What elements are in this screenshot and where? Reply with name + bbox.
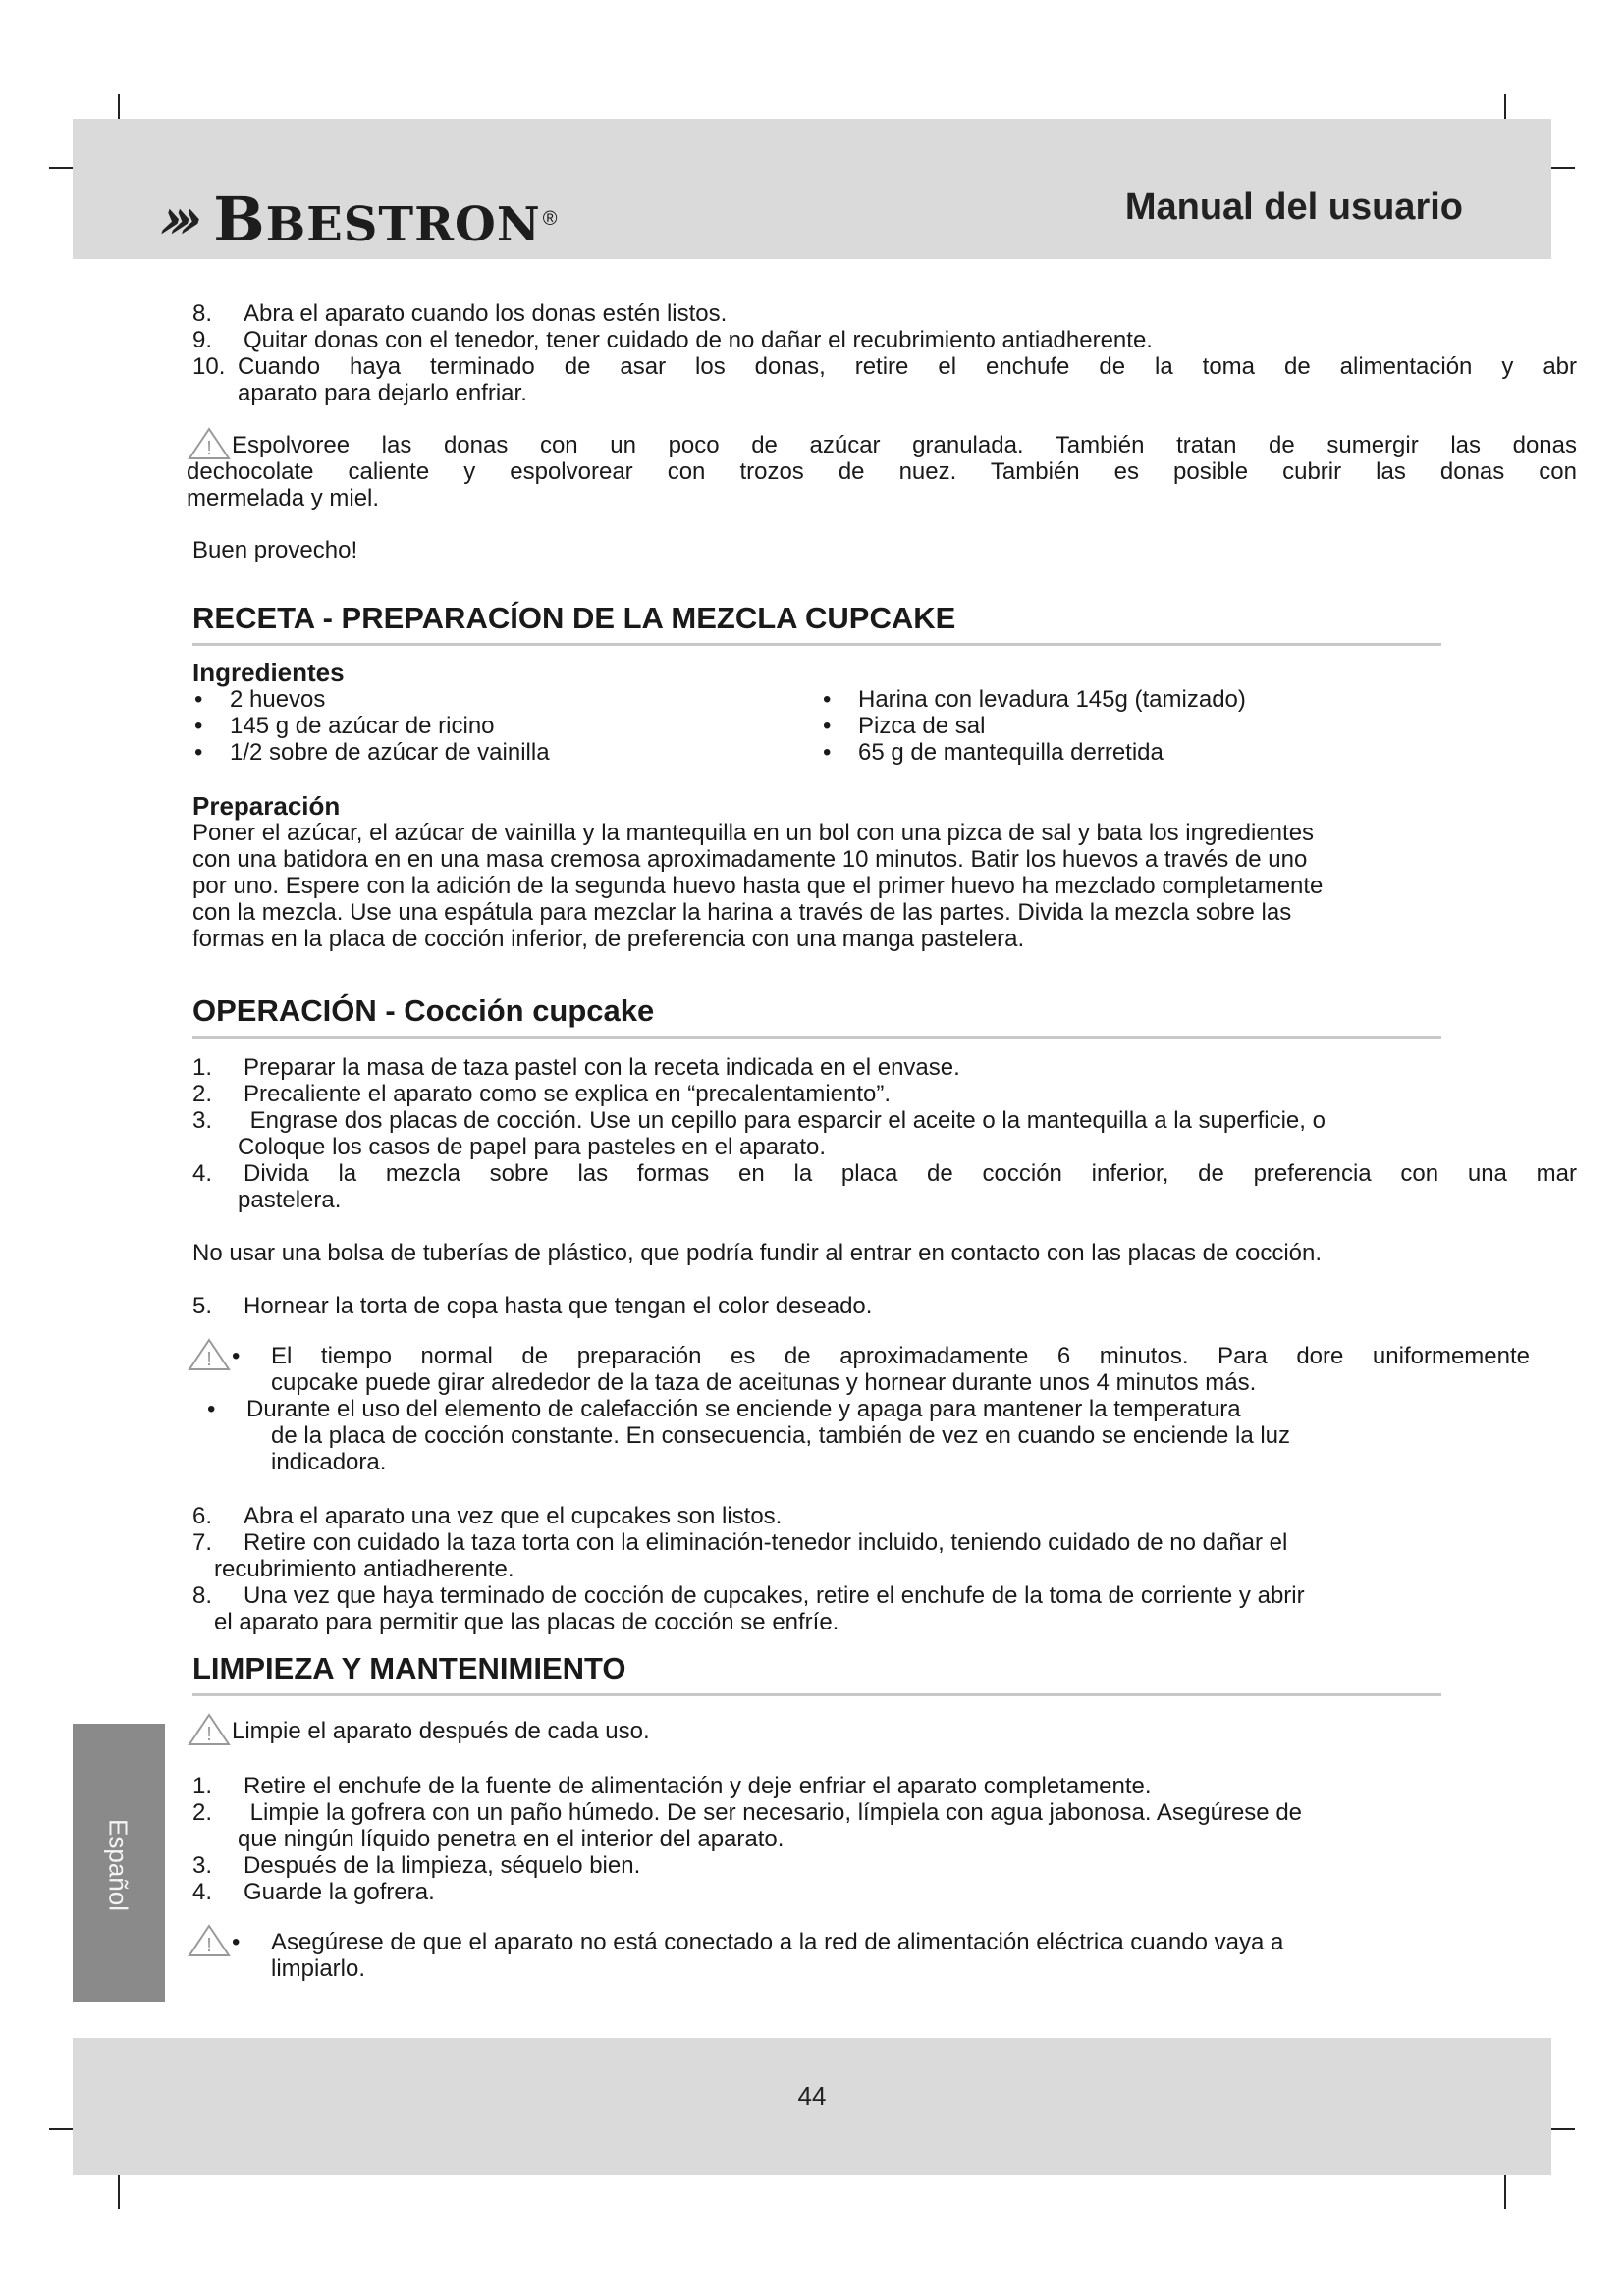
svg-text:!: ! <box>206 438 212 459</box>
list-item: 4. Guarde la gofrera. <box>192 1879 435 1905</box>
section-title-cleaning: LIMPIEZA Y MANTENIMIENTO <box>192 1655 1441 1696</box>
list-item: • 1/2 sobre de azúcar de vainilla <box>194 739 550 766</box>
section-title-operation: OPERACIÓN - Cocción cupcake <box>192 997 1441 1039</box>
cleaning-steps <box>192 1773 1577 1905</box>
brand-name: BBESTRON <box>213 183 541 255</box>
list-item: 1. Retire el enchufe de la fuente de alimentación y deje enfriar el aparato completamente. <box>192 1773 1152 1799</box>
ingredients-list <box>192 686 1577 766</box>
manual-title: Manual del usuario <box>1124 187 1463 228</box>
ingredients-title: Ingredientes <box>192 658 345 687</box>
ingredients-col-2 <box>821 686 1430 766</box>
warning-triangle-icon <box>187 1923 232 1958</box>
list-item-continuation: el aparato para permitir que las placas de cocción se enfríe. <box>214 1609 839 1635</box>
list-item: 6. Abra el aparato una vez que el cupcakes son listos. <box>192 1503 783 1529</box>
preparation-title: Preparación <box>192 791 341 821</box>
list-item: 5. Hornear la torta de copa hasta que tengan el color deseado. <box>192 1293 873 1319</box>
svg-text:!: ! <box>206 1935 212 1956</box>
ingredients-col-1 <box>192 686 801 766</box>
closing-text: Buen provecho! <box>192 537 358 563</box>
list-item: 1. Preparar la masa de taza pastel con la receta indicada en el envase. <box>192 1054 960 1081</box>
list-item: • 2 huevos <box>194 686 326 713</box>
page-content <box>187 300 1577 1982</box>
list-item: 8. Abra el aparato cuando los donas estén listos. <box>192 300 728 327</box>
svg-text:!: ! <box>206 1349 212 1370</box>
list-item-continuation: aparato para dejarlo enfriar. <box>238 380 527 406</box>
list-item: 7. Retire con cuidado la taza torta con la eliminación-tenedor incluido, teniendo cuidado de no dañar el <box>192 1529 1288 1556</box>
tip-note: ! Espolvoree las donas con un poco de azúcar granulada. También tratan de sumergir las donas dechocolate caliente y espolvorear con trozos de nuez. También es posible cubrir las donas con mermelada y miel. <box>192 432 1577 511</box>
language-tab-label: Español <box>103 1819 134 1911</box>
list-item-continuation: pastelera. <box>238 1187 342 1213</box>
preparation-text: Poner el azúcar, el azúcar de vainilla y la mantequilla en un bol con una pizca de sal y bata los ingredientes con una batidora en en una masa cremosa aproximadamente 10 minutos. Batir los huevos a través de uno por uno. Espere con la adición de la segunda huevo hasta que el primer huevo ha mezclado completamente con la mezcla. Use una espátula para mezclar la harina a través de las partes. Divida la mezcla sobre las formas en la placa de cocción inferior, de preferencia con una manga pastelera. <box>192 820 1324 952</box>
list-item: 4. Divida la mezcla sobre las formas en la placa de cocción inferior, de preferencia con una mar <box>192 1160 1577 1187</box>
brand-logo <box>150 183 558 255</box>
list-item: 10. Cuando haya terminado de asar los donas, retire el enchufe de la toma de alimentación y abr <box>192 353 1577 380</box>
warning-text: No usar una bolsa de tuberías de plástico, que podría fundir al entrar en contacto con las placas de cocción. <box>192 1240 1323 1266</box>
list-item: 2. Limpie la gofrera con un paño húmedo. De ser necesario, límpiela con agua jabonosa. Asegúrese de <box>192 1799 1303 1826</box>
list-item-continuation: que ningún líquido penetra en el interior del aparato. <box>238 1826 785 1852</box>
list-item: • Pizca de sal <box>823 713 986 739</box>
warning-triangle-icon <box>187 1337 232 1372</box>
list-item-continuation: Coloque los casos de papel para pasteles en el aparato. <box>238 1134 827 1160</box>
warning-triangle-icon <box>187 1712 232 1747</box>
list-item: 2. Precaliente el aparato como se explica en “precalentamiento”. <box>192 1081 892 1107</box>
registered-mark: ® <box>542 208 558 230</box>
warning-triangle-icon <box>187 426 232 461</box>
list-item: • 145 g de azúcar de ricino <box>194 713 495 739</box>
list-item: 8. Una vez que haya terminado de cocción de cupcakes, retire el enchufe de la toma de corriente y abrir <box>192 1582 1305 1609</box>
list-item: • 65 g de mantequilla derretida <box>823 739 1164 766</box>
operation-steps-b <box>192 1503 1577 1635</box>
list-item-continuation: recubrimiento antiadherente. <box>214 1556 514 1582</box>
tip-note: ! • Asegúrese de que el aparato no está conectado a la red de alimentación eléctrica cuando vaya a limpiarlo. <box>192 1929 1577 1982</box>
list-item: 3. Después de la limpieza, séquelo bien. <box>192 1852 641 1879</box>
tip-note: ! Limpie el aparato después de cada uso. <box>192 1718 1577 1747</box>
logo-chevrons-icon: ››› <box>150 187 202 251</box>
section-title-recipe: RECETA - PREPARACÍON DE LA MEZCLA CUPCAKE <box>192 605 1441 646</box>
svg-text:!: ! <box>206 1724 212 1745</box>
list-item: 9. Quitar donas con el tenedor, tener cuidado de no dañar el recubrimiento antiadherente. <box>192 327 1153 353</box>
steps-list-a <box>192 300 1577 406</box>
tip-note: ! • El tiempo normal de preparación es de aproximadamente 6 minutos. Para dore uniformemente cupcake puede girar alrededor de la taza de aceitunas y hornear durante unos 4 minutos más. • Durante el uso del elemento de calefacción se enciende y apaga para mantener la temperatura de la placa de cocción constante. En consecuencia, también de vez en cuando se enciende la luz indicadora. <box>192 1343 1577 1475</box>
list-item: • Harina con levadura 145g (tamizado) <box>823 686 1246 713</box>
list-item: 3. Engrase dos placas de cocción. Use un cepillo para esparcir el aceite o la mantequilla a la superficie, o <box>192 1107 1326 1134</box>
page-number: 44 <box>797 2081 827 2110</box>
operation-steps <box>192 1054 1577 1213</box>
